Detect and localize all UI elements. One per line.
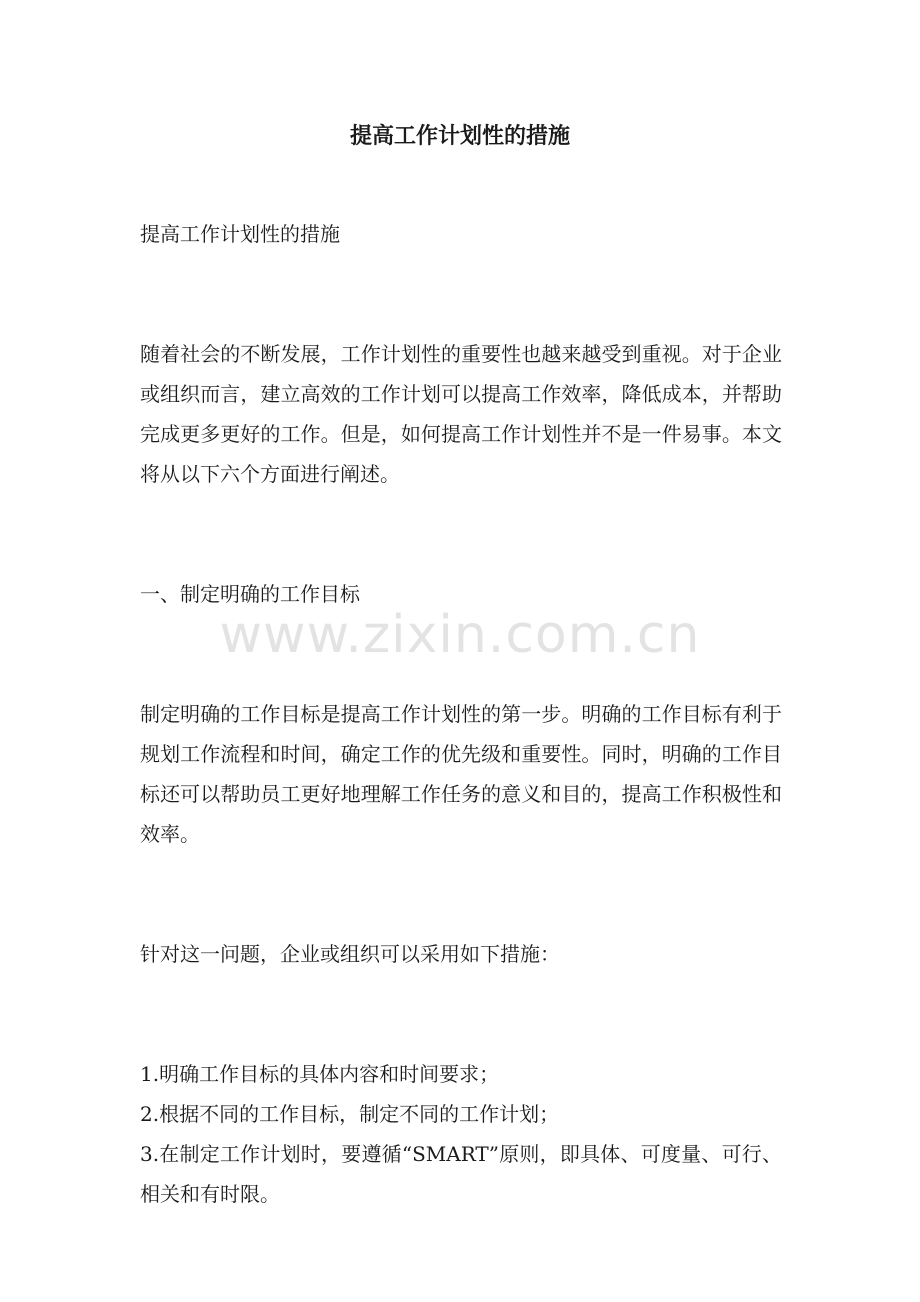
- document-body: [140, 214, 782, 1214]
- measures-lead: 针对这一问题，企业或组织可以采用如下措施：: [140, 942, 560, 966]
- list-item: 2.根据不同的工作目标，制定不同的工作计划；: [140, 1102, 560, 1126]
- watermark: www.zixin.com.cn: [219, 605, 701, 665]
- spacer: [140, 254, 782, 294]
- list-item: 3.在制定工作计划时，要遵循“SMART”原则，即具体、可度量、可行、相关和有时限。: [140, 1142, 782, 1206]
- intro-paragraph: 随着社会的不断发展，工作计划性的重要性也越来越受到重视。对于企业或组织而言，建立高效的工作计划可以提高工作效率，降低成本，并帮助完成更多更好的工作。但是，如何提高工作计划性并不是一件易事。本文将从以下六个方面进行阐述。: [140, 342, 782, 486]
- spacer: [140, 894, 782, 934]
- spacer: [140, 494, 782, 534]
- section-heading: 一、制定明确的工作目标: [140, 582, 360, 606]
- spacer: [140, 294, 782, 334]
- spacer: [140, 534, 782, 574]
- spacer: [140, 974, 782, 1014]
- spacer: [140, 614, 782, 654]
- document-title: 提高工作计划性的措施: [349, 123, 570, 149]
- spacer: [140, 1014, 782, 1054]
- section-paragraph: 制定明确的工作目标是提高工作计划性的第一步。明确的工作目标有利于规划工作流程和时间，确定工作的优先级和重要性。同时，明确的工作目标还可以帮助员工更好地理解工作任务的意义和目的，提高工作积极性和效率。: [140, 702, 782, 846]
- spacer: [140, 654, 782, 694]
- document-subtitle: 提高工作计划性的措施: [140, 222, 340, 246]
- spacer: [140, 854, 782, 894]
- list-item: 1.明确工作目标的具体内容和时间要求；: [140, 1062, 500, 1086]
